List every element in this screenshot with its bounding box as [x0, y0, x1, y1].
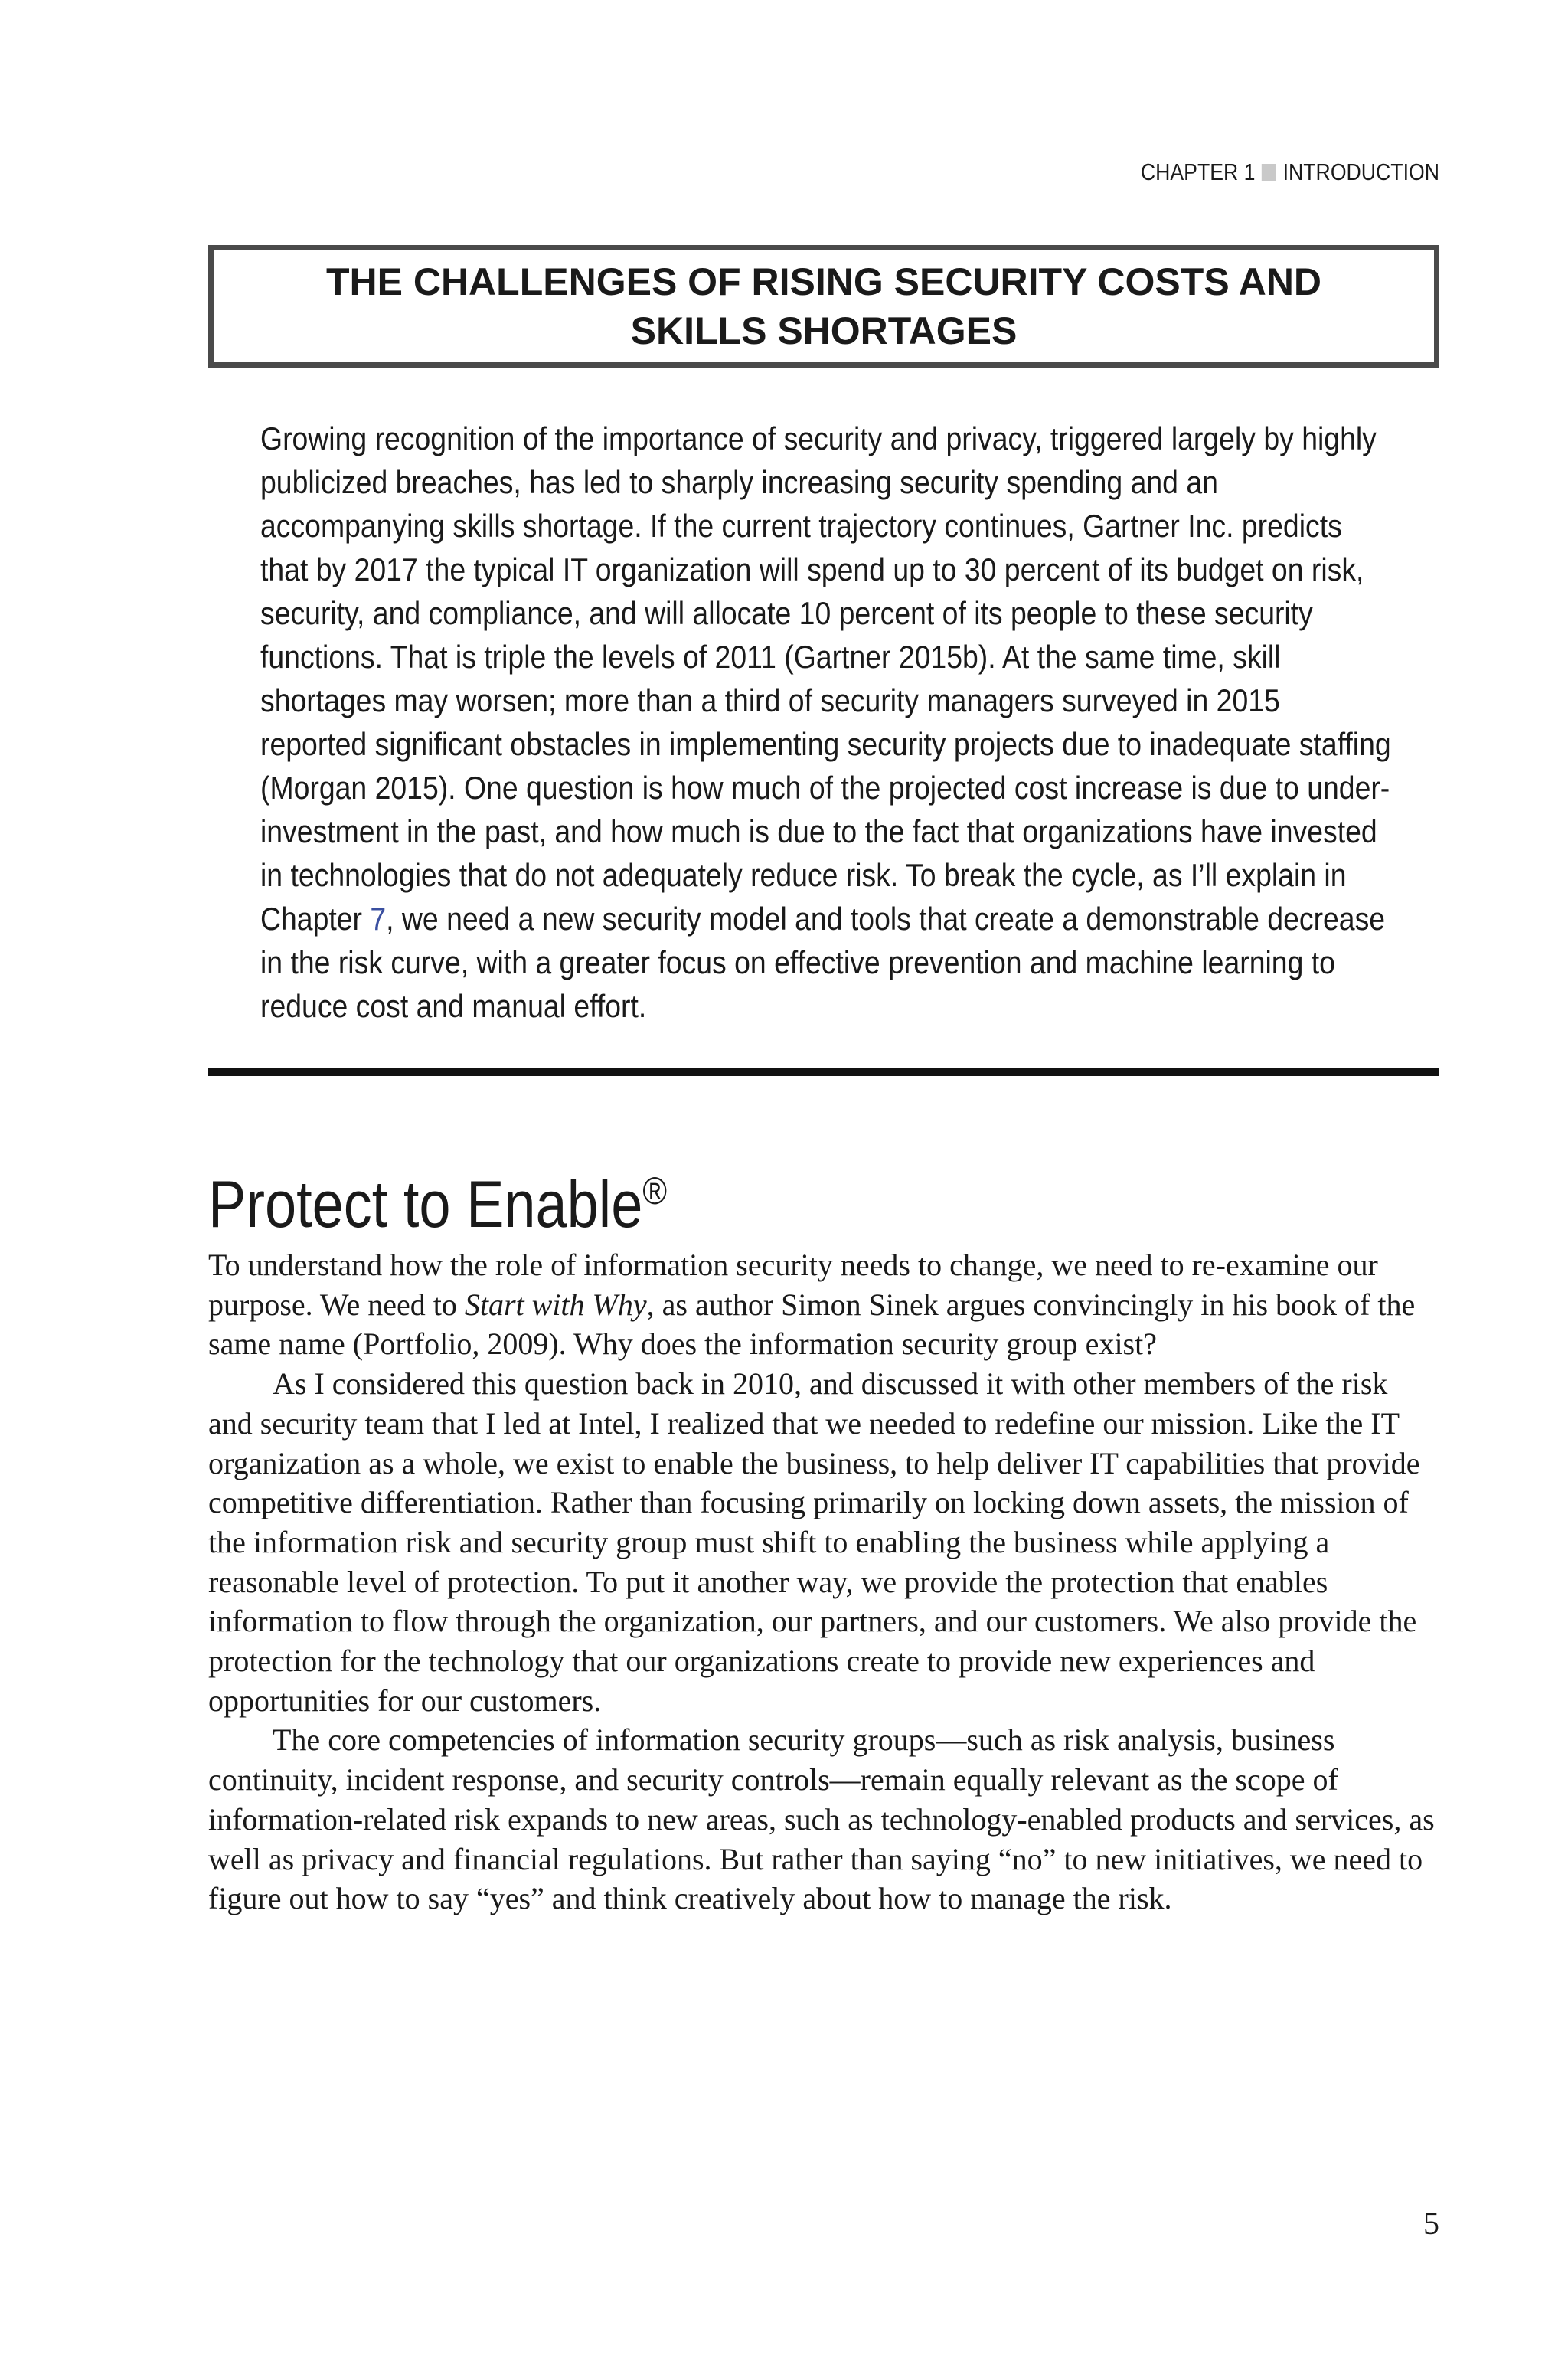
section-heading	[208, 1149, 667, 1247]
paragraph-1	[208, 1245, 1439, 1364]
main-body	[208, 1245, 1439, 1918]
section-heading-text: Protect to Enable	[208, 1168, 643, 1241]
sidebar-title-box	[208, 245, 1439, 368]
book-title: Start with Why	[464, 1287, 647, 1322]
sidebar-text-before-link: Growing recognition of the importance of security and privacy, triggered largely by highly publicized breaches, has led to sharply increasing security spending and an accompanying skills shortage. If the current trajectory continues, Gartner Inc. predicts that by 2017 the typical IT organization will spend up to 30 percent of its budget on risk, security, and compliance, and will allocate 10 percent of its people to these security functions. That is triple the levels of 2011 (Gartner 2015b). At the same time, skill shortages may worsen; more than a third of security managers surveyed in 2015 reported significant obstacles in implementing security projects due to inadequate staffing (Morgan 2015). One question is how much of the projected cost increase is due to under-investment in the past, and how much is due to the fact that organizations have invested in technologies that do not adequately reduce risk. To break the cycle, as I’ll explain in Chapter	[260, 420, 1391, 937]
sidebar-body	[260, 417, 1391, 1028]
page-number: 5	[1423, 2206, 1439, 2242]
paragraph-3: The core competencies of information security groups—such as risk analysis, business continuity, incident response, and security controls—remain equally relevant as the scope of information-related risk expands to new areas, such as technology-enabled products and services, as well as privacy and financial regulations. But rather than saying “no” to new initiatives, we need to figure out how to say “yes” and think creatively about how to manage the risk.	[208, 1722, 1435, 1916]
sidebar-paragraph	[260, 417, 1391, 1028]
paragraph-1-text-b: , as author Simon Sinek argues convincingly in his book of the same name (Portfolio, 2009). Why does the information security group exist?	[208, 1287, 1416, 1362]
running-head	[381, 159, 1439, 186]
paragraph-2: As I considered this question back in 2010, and discussed it with other members of the risk and security team that I led at Intel, I realized that we needed to redefine our mission. Like the IT organization as a whole, we exist to enable the business, to help deliver IT capabilities that provide competitive differentiation. Rather than focusing primarily on locking down assets, the mission of the information risk and security group must shift to enabling the business while applying a reasonable level of protection. To put it another way, we provide the protection that enables information to flow through the organization, our partners, and our customers. We also provide the protection for the technology that our organizations create to provide new experiences and opportunities for our customers.	[208, 1366, 1420, 1718]
separator-square-icon	[1262, 164, 1276, 181]
chapter-7-link[interactable]: 7	[370, 901, 387, 937]
paragraph-1-text-a: To understand how the role of information security needs to change, we need to re-examine our purpose. We need to	[208, 1248, 1378, 1322]
running-head-chapter: CHAPTER 1	[1140, 159, 1256, 185]
sidebar-title: THE CHALLENGES OF RISING SECURITY COSTS AND SKILLS SHORTAGES	[325, 260, 1322, 352]
running-head-section: INTRODUCTION	[1282, 159, 1439, 185]
sidebar-bottom-rule	[208, 1068, 1439, 1076]
registered-mark: ®	[642, 1169, 668, 1212]
sidebar-text-after-link: , we need a new security model and tools that create a demonstrable decrease in the risk curve, with a greater focus on effective prevention and machine learning to reduce cost and manual effort.	[260, 901, 1386, 1024]
